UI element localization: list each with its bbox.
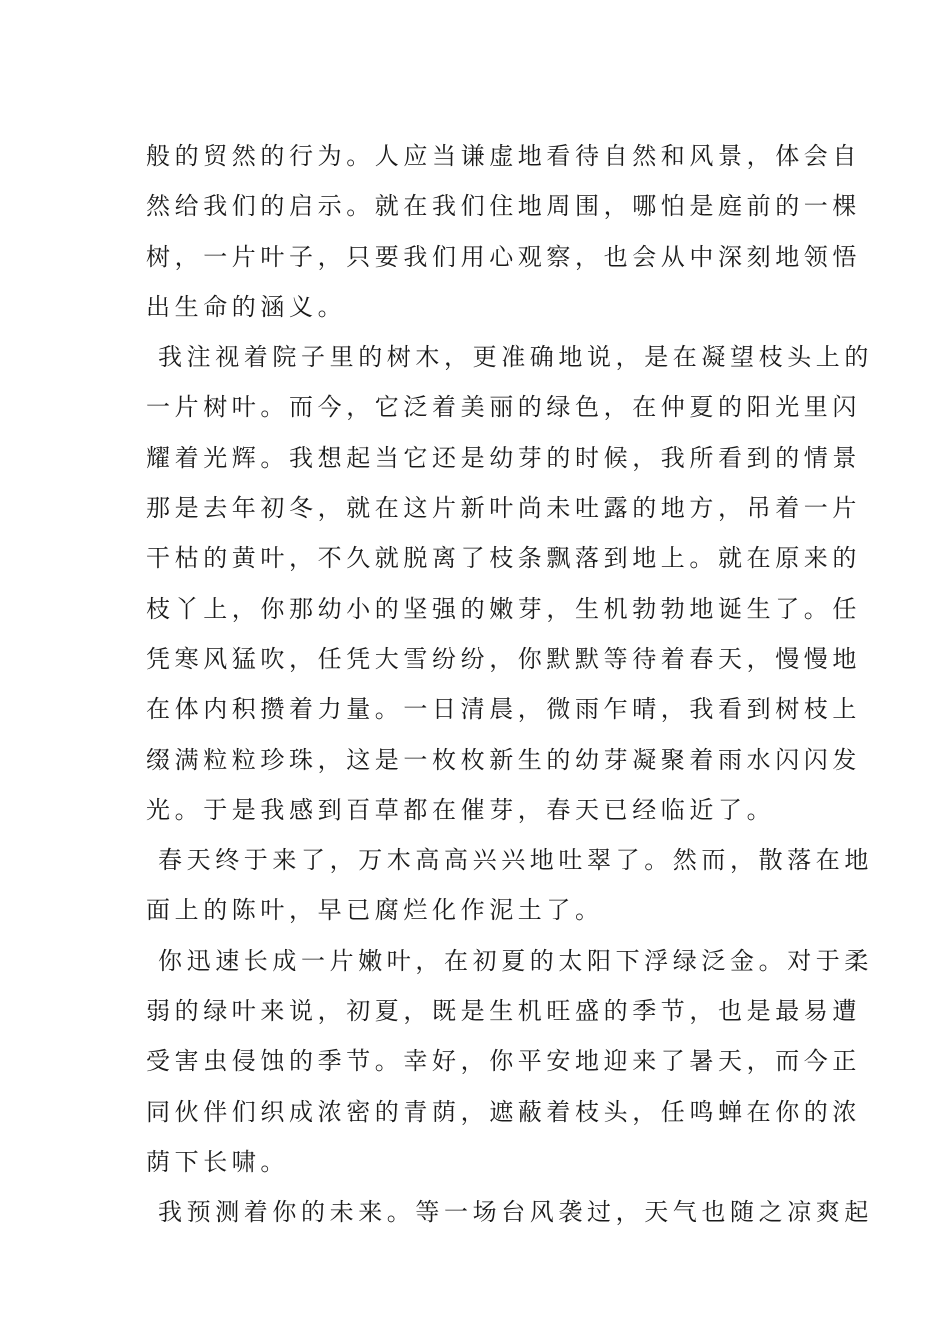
text-line: 般的贸然的行为。人应当谦虚地看待自然和风景，体会自	[146, 142, 861, 170]
text-line: 枝丫上，你那幼小的坚强的嫩芽，生机勃勃地诞生了。任	[146, 594, 861, 623]
text-line: 弱的绿叶来说，初夏，既是生机旺盛的季节，也是最易遭	[146, 997, 861, 1026]
text-line: 在体内积攒着力量。一日清晨，微雨乍晴，我看到树枝上	[146, 695, 861, 724]
text-line: 我预测着你的未来。等一场台风袭过，天气也随之凉爽起	[158, 1198, 873, 1227]
text-line: 耀着光辉。我想起当它还是幼芽的时候，我所看到的情景	[146, 443, 861, 472]
text-line: 我注视着院子里的树木，更准确地说，是在凝望枝头上的	[158, 343, 873, 372]
text-line: 出生命的涵义。	[146, 292, 347, 321]
text-line: 你迅速长成一片嫩叶，在初夏的太阳下浮绿泛金。对于柔	[158, 946, 873, 975]
text-line: 光。于是我感到百草都在催芽，春天已经临近了。	[146, 795, 776, 824]
text-line: 缀满粒粒珍珠，这是一枚枚新生的幼芽凝聚着雨水闪闪发	[146, 745, 861, 774]
text-line: 荫下长啸。	[146, 1147, 289, 1176]
document-body	[146, 131, 873, 1238]
text-line: 一片树叶。而今，它泛着美丽的绿色，在仲夏的阳光里闪	[146, 393, 861, 422]
paragraph-5	[146, 1187, 873, 1237]
paragraph-2	[146, 332, 873, 835]
text-line: 凭寒风猛吹，任凭大雪纷纷，你默默等待着春天，慢慢地	[146, 644, 861, 673]
paragraph-3	[146, 835, 873, 936]
text-line: 然给我们的启示。就在我们住地周围，哪怕是庭前的一棵	[146, 192, 861, 221]
text-line: 干枯的黄叶，不久就脱离了枝条飘落到地上。就在原来的	[146, 544, 861, 573]
text-line: 春天终于来了，万木高高兴兴地吐翠了。然而，散落在地	[158, 846, 873, 875]
text-line: 面上的陈叶，早已腐烂化作泥土了。	[146, 896, 604, 925]
paragraph-1	[146, 131, 861, 332]
text-line: 树，一片叶子，只要我们用心观察，也会从中深刻地领悟	[146, 242, 861, 271]
text-line: 同伙伴们织成浓密的青荫，遮蔽着枝头，任鸣蝉在你的浓	[146, 1097, 861, 1126]
text-line: 受害虫侵蚀的季节。幸好，你平安地迎来了暑天，而今正	[146, 1047, 861, 1076]
text-line: 那是去年初冬，就在这片新叶尚未吐露的地方，吊着一片	[146, 494, 861, 523]
paragraph-4	[146, 936, 873, 1187]
